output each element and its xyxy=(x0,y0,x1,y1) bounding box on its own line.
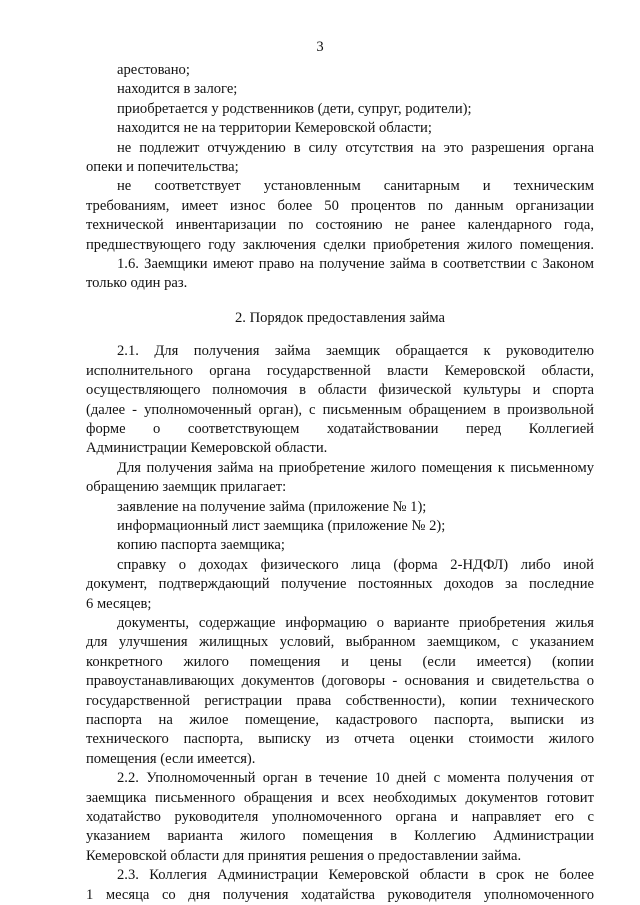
text-line: только один раз. xyxy=(86,275,188,292)
text-line: опеки и попечительства; xyxy=(86,159,239,176)
text-line: исполнительного органа государственной власти Кемеровской области, xyxy=(86,362,594,379)
document-body xyxy=(86,61,594,905)
text-line: документы, содержащие информацию о варианте приобретения жилья xyxy=(117,614,594,631)
text-line: 2.2. Уполномоченный орган в течение 10 дней с момента получения от xyxy=(117,770,594,787)
text-line: конкретного жилого помещения и цены (если имеется) (копии xyxy=(86,653,594,670)
page-number: 3 xyxy=(316,39,324,55)
text-line: обращению заемщик прилагает: xyxy=(86,479,287,496)
text-line: технического паспорта, выписку из отчета оценки стоимости жилого xyxy=(86,731,594,748)
text-line: для улучшения жилищных условий, выбранном заемщиком, с указанием xyxy=(86,634,594,651)
section-heading: 2. Порядок предоставления займа xyxy=(235,309,445,326)
text-line: копию паспорта заемщика; xyxy=(117,537,285,554)
text-line: заявление на получение займа (приложение № 1); xyxy=(117,498,427,515)
text-line: Администрации Кемеровской области. xyxy=(86,440,328,457)
text-line: информационный лист заемщика (приложение № 2); xyxy=(117,517,446,534)
text-line: не соответствует установленным санитарным и техническим xyxy=(117,178,594,195)
text-line: справку о доходах физического лица (форма 2-НДФЛ) либо иной xyxy=(117,556,594,573)
text-line: государственной регистрации права собственности), копии технического xyxy=(86,692,594,709)
text-line: заемщика письменного обращения и всех необходимых документов готовит xyxy=(86,789,594,806)
text-line: ходатайство руководителя уполномоченного органа и направляет его с xyxy=(86,809,594,826)
text-line: правоустанавливающих документов (договоры - основания и свидетельства о xyxy=(86,673,594,690)
text-line: 1 месяца со дня получения ходатайства руководителя уполномоченного xyxy=(86,886,594,903)
text-line: 2.3. Коллегия Администрации Кемеровской области в срок не более xyxy=(117,867,594,884)
text-line: приобретается у родственников (дети, супруг, родители); xyxy=(117,100,472,117)
text-line: Для получения займа на приобретение жилого помещения к письменному xyxy=(117,459,594,476)
text-line: осуществляющего полномочия в области физической культуры и спорта xyxy=(86,382,594,399)
text-line: не подлежит отчуждению в силу отсутствия на это разрешения органа xyxy=(117,139,594,156)
text-line: находится в залоге; xyxy=(117,81,238,98)
text-line: паспорта на жилое помещение, кадастрового паспорта, выписки из xyxy=(86,712,594,728)
text-line: арестовано; xyxy=(117,62,190,78)
text-line: 2.1. Для получения займа заемщик обращается к руководителю xyxy=(117,343,594,360)
text-line: документ, подтверждающий получение постоянных доходов за последние xyxy=(86,576,594,593)
text-line: помещения (если имеется). xyxy=(86,750,256,767)
text-line: предшествующего году заключения сделки приобретения жилого помещения. xyxy=(86,236,594,253)
text-line: находится не на территории Кемеровской области; xyxy=(117,120,432,137)
text-line: форме о соответствующем ходатайствовании перед Коллегией xyxy=(86,420,594,437)
text-line: требованиям, имеет износ более 50 процентов по данным организации xyxy=(86,197,594,214)
text-line: (далее - уполномоченный орган), с письменным обращением в произвольной xyxy=(86,401,594,418)
text-line: 6 месяцев; xyxy=(86,595,152,612)
text-line: Кемеровской области для принятия решения о предоставлении займа. xyxy=(86,847,522,864)
text-line: технической инвентаризации по состоянию не ранее календарного года, xyxy=(86,217,594,234)
text-line: 1.6. Заемщики имеют право на получение займа в соответствии с Законом xyxy=(117,256,594,273)
text-line: указанием варианта жилого помещения в Коллегию Администрации xyxy=(86,828,594,845)
